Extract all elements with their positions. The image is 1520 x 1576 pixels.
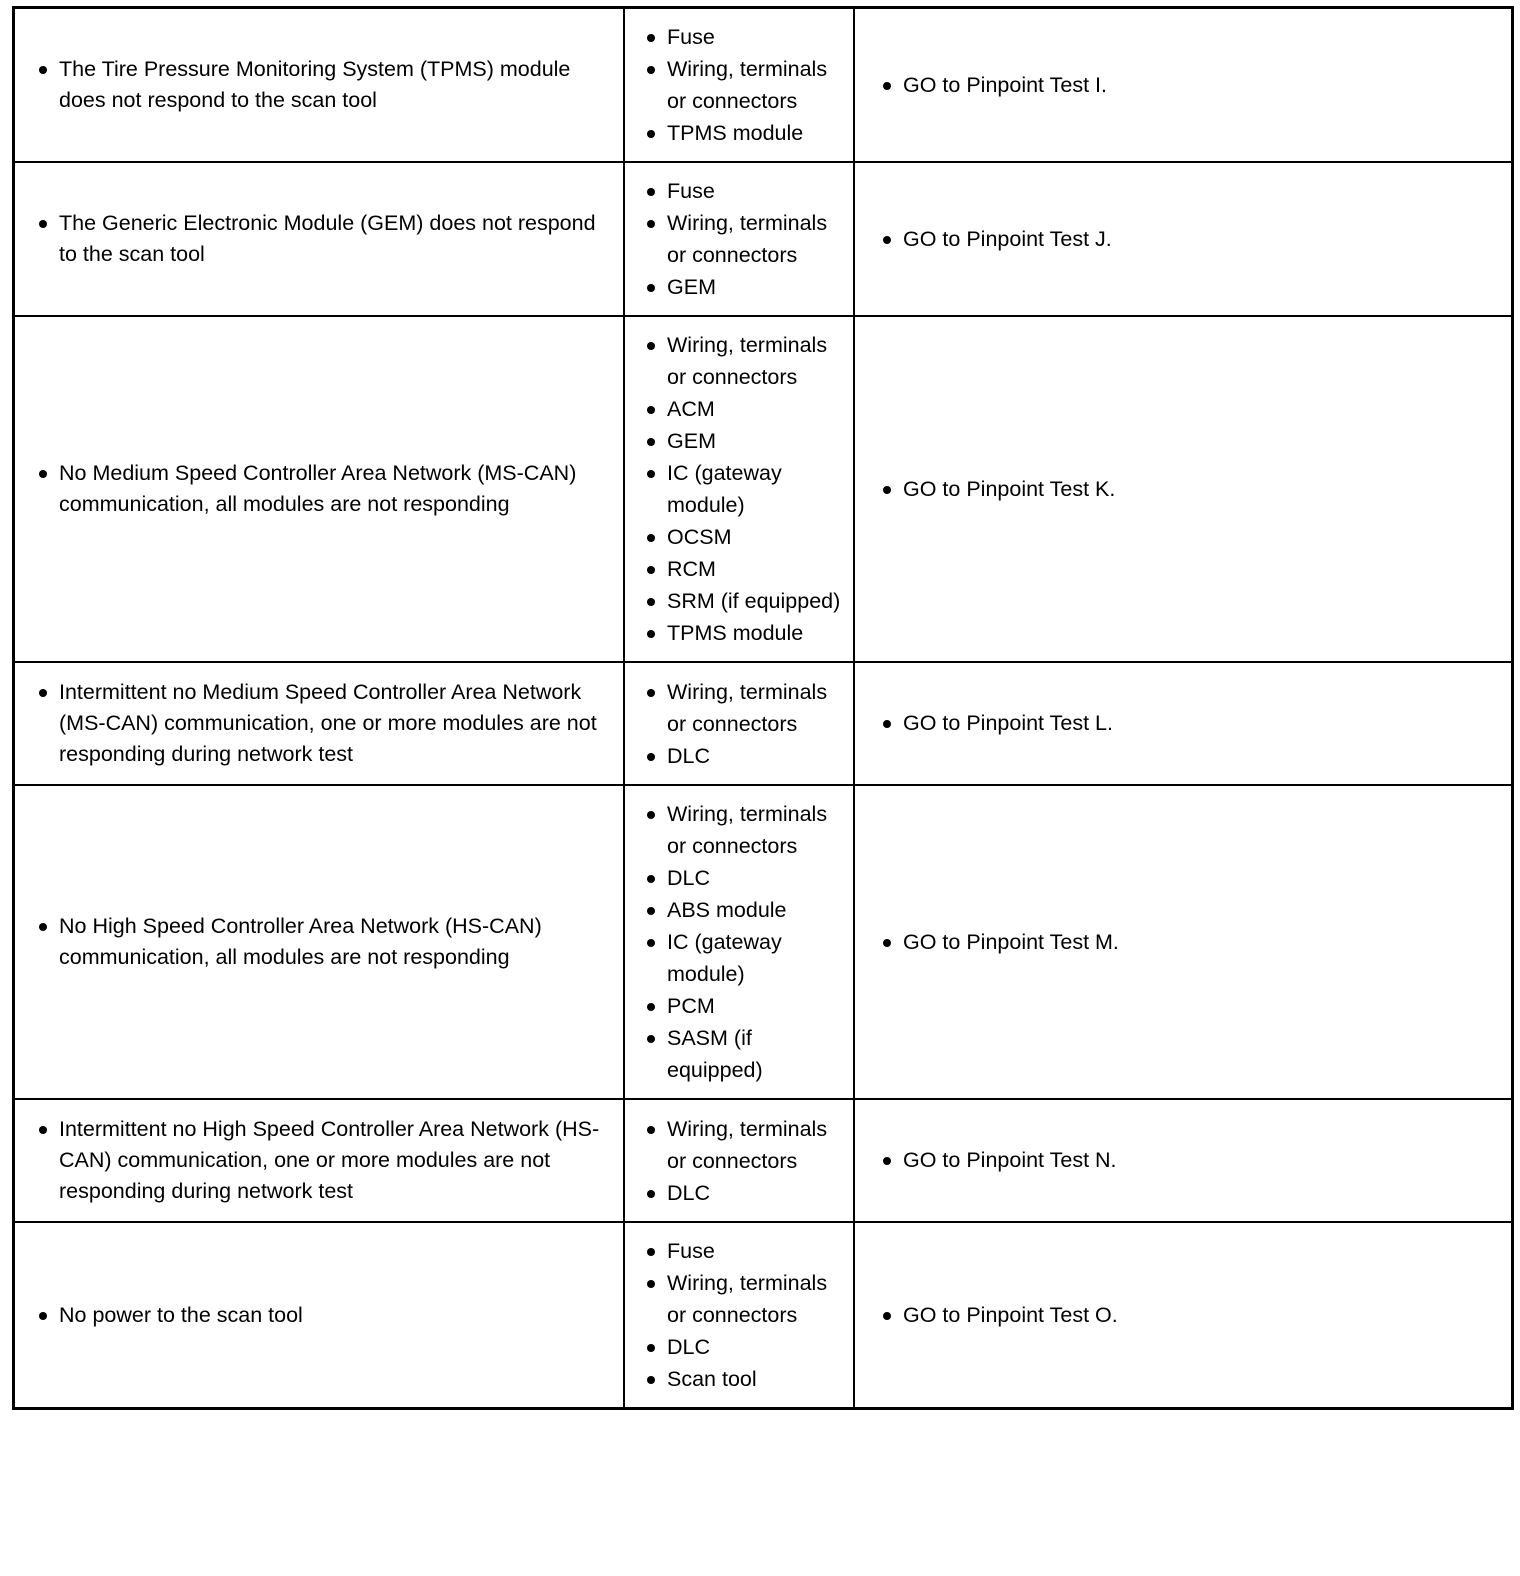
list-item: TPMS module bbox=[633, 117, 847, 149]
condition-cell bbox=[14, 1222, 625, 1409]
condition-cell bbox=[14, 162, 625, 316]
action-cell bbox=[854, 316, 1513, 662]
list-item: Scan tool bbox=[633, 1363, 847, 1395]
possible-causes-cell bbox=[624, 785, 854, 1099]
action-list bbox=[869, 708, 1501, 739]
condition-list bbox=[25, 911, 609, 973]
list-item: GEM bbox=[633, 425, 847, 457]
list-item: Intermittent no High Speed Controller Area Network (HS-CAN) communication, one or more modules are not responding during network test bbox=[25, 1114, 609, 1207]
action-list bbox=[869, 1145, 1501, 1176]
causes-list bbox=[633, 1113, 847, 1209]
list-item: GEM bbox=[633, 271, 847, 303]
list-item: GO to Pinpoint Test J. bbox=[869, 224, 1501, 255]
causes-list bbox=[633, 676, 847, 772]
list-item: Fuse bbox=[633, 1235, 847, 1267]
condition-list bbox=[25, 208, 609, 270]
table-row bbox=[14, 1222, 1513, 1409]
list-item: DLC bbox=[633, 862, 847, 894]
action-list bbox=[869, 70, 1501, 101]
list-item: Wiring, terminals or connectors bbox=[633, 1267, 847, 1331]
condition-list bbox=[25, 458, 609, 520]
condition-list bbox=[25, 1300, 609, 1331]
causes-list bbox=[633, 1235, 847, 1395]
action-cell bbox=[854, 1222, 1513, 1409]
possible-causes-cell bbox=[624, 316, 854, 662]
table-row bbox=[14, 662, 1513, 785]
list-item: Wiring, terminals or connectors bbox=[633, 329, 847, 393]
list-item: GO to Pinpoint Test I. bbox=[869, 70, 1501, 101]
condition-cell bbox=[14, 1099, 625, 1222]
list-item: DLC bbox=[633, 1331, 847, 1363]
list-item: OCSM bbox=[633, 521, 847, 553]
possible-causes-cell bbox=[624, 1222, 854, 1409]
list-item: SRM (if equipped) bbox=[633, 585, 847, 617]
condition-cell bbox=[14, 785, 625, 1099]
list-item: Wiring, terminals or connectors bbox=[633, 798, 847, 862]
action-list bbox=[869, 224, 1501, 255]
condition-list bbox=[25, 1114, 609, 1207]
list-item: The Generic Electronic Module (GEM) does not respond to the scan tool bbox=[25, 208, 609, 270]
list-item: Wiring, terminals or connectors bbox=[633, 207, 847, 271]
condition-cell bbox=[14, 8, 625, 163]
list-item: No High Speed Controller Area Network (HS-CAN) communication, all modules are not responding bbox=[25, 911, 609, 973]
table-row bbox=[14, 162, 1513, 316]
table-body bbox=[14, 8, 1513, 1409]
table-row bbox=[14, 1099, 1513, 1222]
list-item: No Medium Speed Controller Area Network (MS-CAN) communication, all modules are not responding bbox=[25, 458, 609, 520]
causes-list bbox=[633, 21, 847, 149]
list-item: No power to the scan tool bbox=[25, 1300, 609, 1331]
action-cell bbox=[854, 8, 1513, 163]
list-item: The Tire Pressure Monitoring System (TPMS) module does not respond to the scan tool bbox=[25, 54, 609, 116]
list-item: Wiring, terminals or connectors bbox=[633, 1113, 847, 1177]
possible-causes-cell bbox=[624, 662, 854, 785]
list-item: Wiring, terminals or connectors bbox=[633, 676, 847, 740]
condition-cell bbox=[14, 662, 625, 785]
list-item: IC (gateway module) bbox=[633, 457, 847, 521]
action-cell bbox=[854, 785, 1513, 1099]
action-cell bbox=[854, 162, 1513, 316]
condition-list bbox=[25, 677, 609, 770]
table-row bbox=[14, 785, 1513, 1099]
list-item: GO to Pinpoint Test L. bbox=[869, 708, 1501, 739]
list-item: Fuse bbox=[633, 21, 847, 53]
list-item: GO to Pinpoint Test O. bbox=[869, 1300, 1501, 1331]
list-item: Intermittent no Medium Speed Controller Area Network (MS-CAN) communication, one or more modules are not responding during network test bbox=[25, 677, 609, 770]
list-item: Fuse bbox=[633, 175, 847, 207]
list-item: ABS module bbox=[633, 894, 847, 926]
table-row bbox=[14, 8, 1513, 163]
condition-cell bbox=[14, 316, 625, 662]
list-item: ACM bbox=[633, 393, 847, 425]
diagnostic-symptom-table bbox=[12, 6, 1514, 1410]
list-item: GO to Pinpoint Test K. bbox=[869, 474, 1501, 505]
list-item: DLC bbox=[633, 740, 847, 772]
possible-causes-cell bbox=[624, 8, 854, 163]
list-item: PCM bbox=[633, 990, 847, 1022]
list-item: RCM bbox=[633, 553, 847, 585]
table-row bbox=[14, 316, 1513, 662]
list-item: GO to Pinpoint Test M. bbox=[869, 927, 1501, 958]
list-item: Wiring, terminals or connectors bbox=[633, 53, 847, 117]
action-cell bbox=[854, 662, 1513, 785]
list-item: GO to Pinpoint Test N. bbox=[869, 1145, 1501, 1176]
list-item: DLC bbox=[633, 1177, 847, 1209]
action-list bbox=[869, 927, 1501, 958]
causes-list bbox=[633, 329, 847, 649]
possible-causes-cell bbox=[624, 1099, 854, 1222]
action-list bbox=[869, 1300, 1501, 1331]
causes-list bbox=[633, 798, 847, 1086]
condition-list bbox=[25, 54, 609, 116]
action-list bbox=[869, 474, 1501, 505]
action-cell bbox=[854, 1099, 1513, 1222]
list-item: SASM (if equipped) bbox=[633, 1022, 847, 1086]
list-item: TPMS module bbox=[633, 617, 847, 649]
list-item: IC (gateway module) bbox=[633, 926, 847, 990]
causes-list bbox=[633, 175, 847, 303]
possible-causes-cell bbox=[624, 162, 854, 316]
